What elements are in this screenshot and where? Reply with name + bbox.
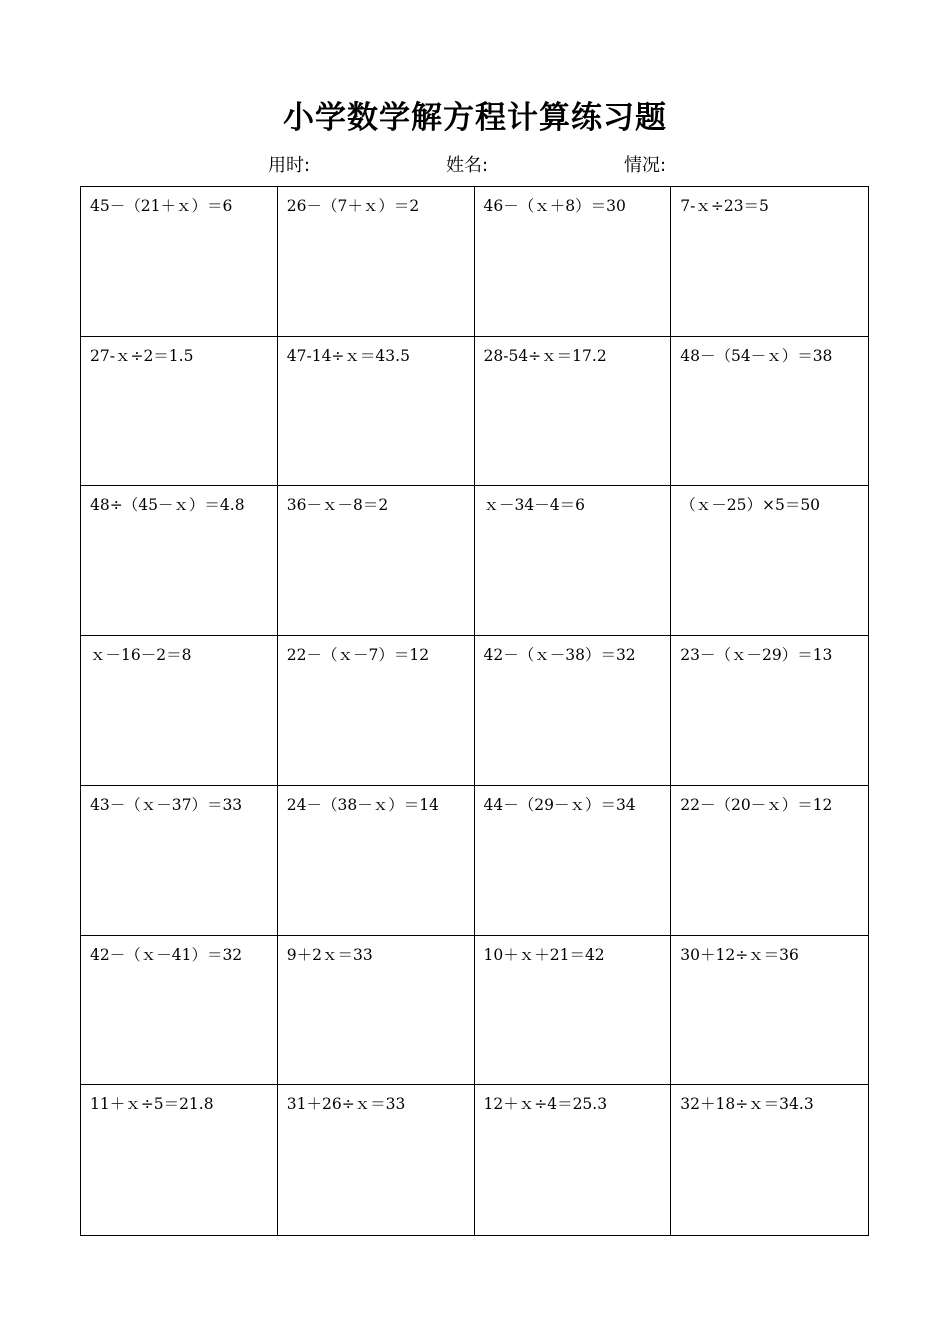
page-title: 小学数学解方程计算练习题 xyxy=(283,100,667,136)
equation: 12＋ｘ÷4＝25.3 xyxy=(483,1095,608,1114)
equation: 26－（7＋ｘ）＝2 xyxy=(286,197,420,215)
equation: 42－（ｘ－41）＝32 xyxy=(90,945,243,964)
problem-cell xyxy=(81,936,278,1086)
equation: ｘ－34－4＝6 xyxy=(483,496,585,515)
problem-cell xyxy=(671,486,868,636)
equation: 48÷（45－ｘ）＝4.8 xyxy=(90,496,245,515)
equation: 30＋12÷ｘ＝36 xyxy=(680,945,799,964)
problem-cell xyxy=(278,936,475,1086)
equation: （ｘ－25）×5＝50 xyxy=(680,496,821,515)
equation: 24－（38－ｘ）＝14 xyxy=(286,795,439,814)
problem-cell xyxy=(475,636,672,786)
problem-cell xyxy=(475,486,672,636)
problem-cell xyxy=(81,1085,278,1235)
equation: 43－（ｘ－37）＝33 xyxy=(90,795,243,814)
problem-cell xyxy=(278,1085,475,1235)
equation: ｘ－16－2＝8 xyxy=(90,646,192,665)
equation: 28-54÷ｘ＝17.2 xyxy=(483,346,607,365)
problem-cell xyxy=(278,786,475,936)
problem-cell xyxy=(475,1085,672,1235)
problem-cell xyxy=(671,337,868,487)
problem-cell xyxy=(81,187,278,337)
equation: 44－（29－ｘ）＝34 xyxy=(483,795,636,814)
equation: 22－（ｘ－7）＝12 xyxy=(286,646,430,665)
equation: 36－ｘ－8＝2 xyxy=(286,496,389,515)
problem-cell xyxy=(671,187,868,337)
problem-cell xyxy=(671,936,868,1086)
equation: 11＋ｘ÷5＝21.8 xyxy=(90,1095,214,1114)
equation: 7-ｘ÷23＝5 xyxy=(680,197,769,215)
equation: 23－（ｘ－29）＝13 xyxy=(680,646,833,665)
equation: 45－（21＋ｘ）＝6 xyxy=(90,197,233,215)
problem-cell xyxy=(81,486,278,636)
time-label: 用时: xyxy=(268,155,311,176)
problem-cell xyxy=(81,636,278,786)
equation: 9＋2ｘ＝33 xyxy=(286,945,373,964)
problem-cell xyxy=(475,337,672,487)
equation: 10＋ｘ＋21＝42 xyxy=(483,945,605,964)
worksheet-header xyxy=(0,151,950,175)
status-label: 情况: xyxy=(624,155,667,176)
problem-cell xyxy=(278,187,475,337)
problem-grid xyxy=(80,186,869,1236)
problem-cell xyxy=(475,786,672,936)
problem-cell xyxy=(475,936,672,1086)
problem-cell xyxy=(475,187,672,337)
problem-cell xyxy=(671,1085,868,1235)
equation: 48－（54－ｘ）＝38 xyxy=(680,346,833,365)
equation: 47-14÷ｘ＝43.5 xyxy=(286,346,410,365)
problem-cell xyxy=(278,636,475,786)
equation: 22－（20－ｘ）＝12 xyxy=(680,795,833,814)
equation: 31＋26÷ｘ＝33 xyxy=(286,1095,406,1114)
equation: 42－（ｘ－38）＝32 xyxy=(483,646,636,665)
problem-cell xyxy=(278,486,475,636)
name-label: 姓名: xyxy=(446,155,489,176)
equation: 32＋18÷ｘ＝34.3 xyxy=(680,1095,814,1114)
equation: 27-ｘ÷2＝1.5 xyxy=(90,346,194,365)
equation: 46－（ｘ＋8）＝30 xyxy=(483,197,626,215)
problem-cell xyxy=(278,337,475,487)
problem-cell xyxy=(81,337,278,487)
problem-cell xyxy=(81,786,278,936)
problem-cell xyxy=(671,636,868,786)
problem-cell xyxy=(671,786,868,936)
